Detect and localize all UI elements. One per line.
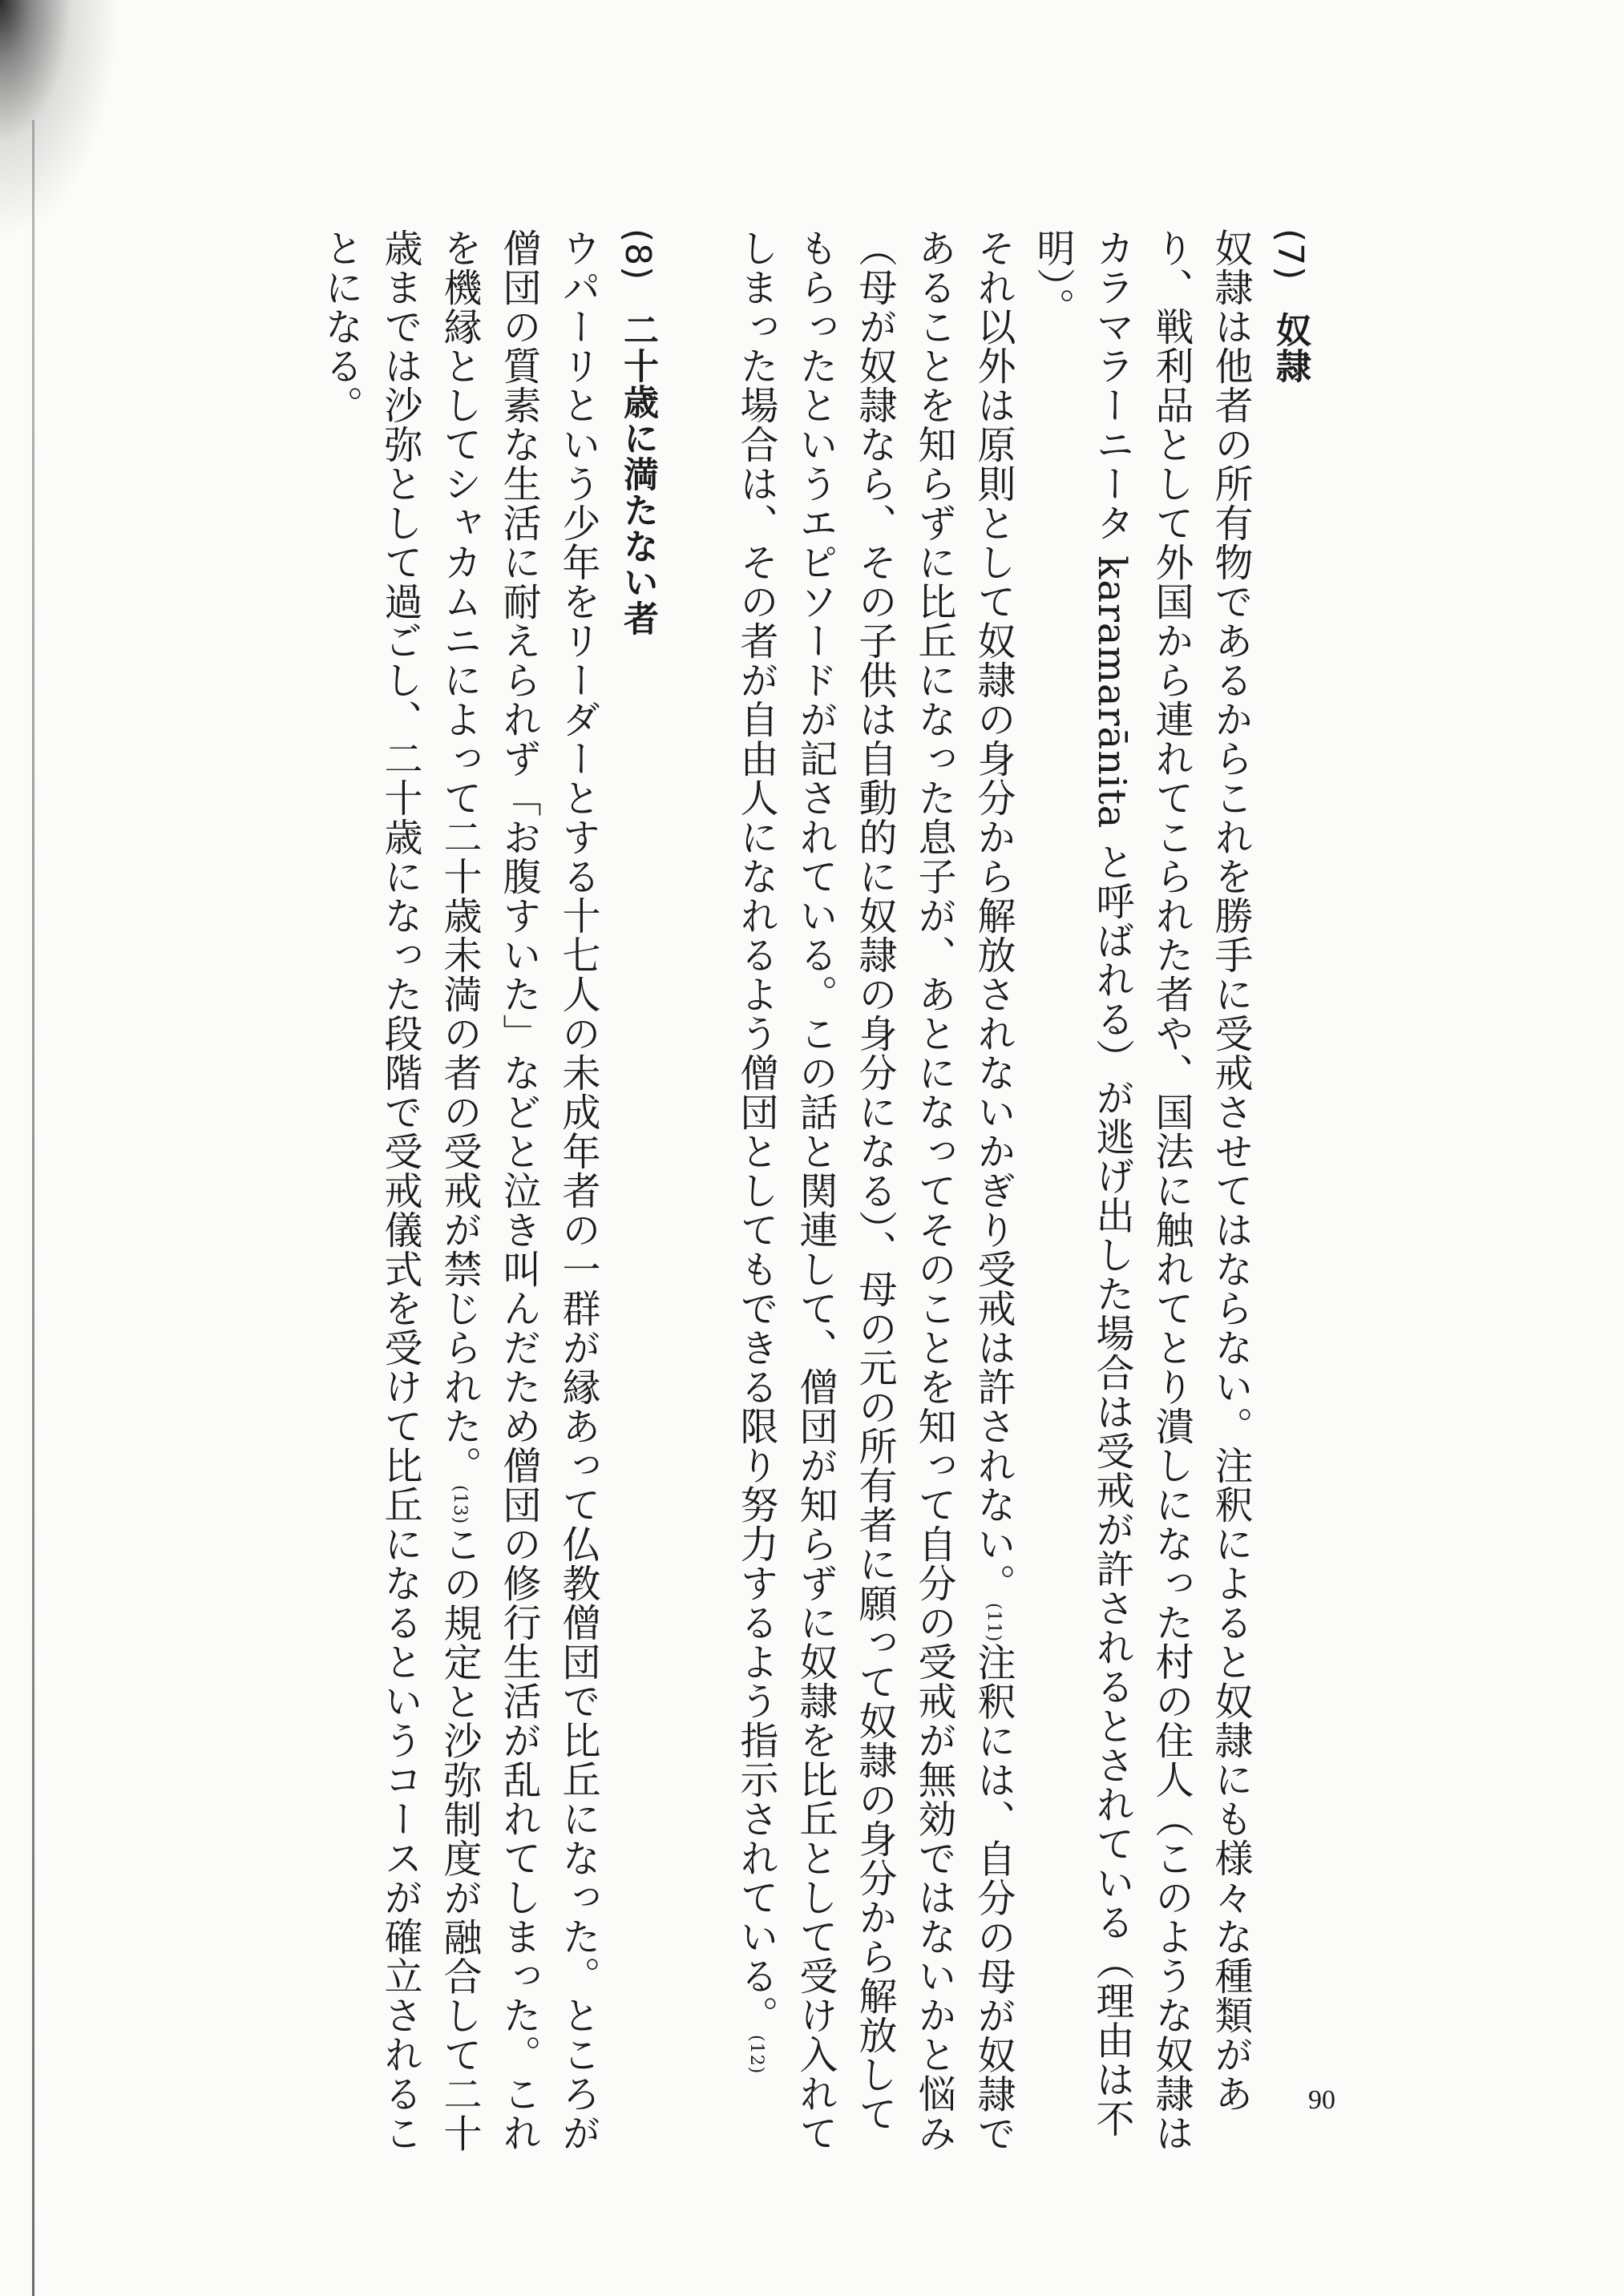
footnote-ref-13: (13) <box>450 1485 470 1525</box>
section-7-heading <box>1260 228 1319 2168</box>
footnote-ref-11: (11) <box>984 1603 1004 1643</box>
page-number: 90 <box>1308 2085 1335 2115</box>
section-8-para-1a-text: ウパーリという少年をリーダーとする十七人の未成年者の一群が縁あって仏教僧団で比丘になった。ところが僧団の質素な生活に耐えられず「お腹すいた」などと泣き叫んだため僧団の修行生活が乱れてしまった。これを機縁としてシャカムニによって二十歳未満の者の受戒が禁じられた。 <box>437 228 600 2153</box>
section-8-number: (8) <box>617 228 658 281</box>
section-7-para-2a-text: それ以外は原則として奴隷の身分から解放されないかぎり受戒は許されない。 <box>971 228 1016 1603</box>
section-8-para-1b-text: この規定と沙弥制度が融合して二十歳までは沙弥として過ごし、二十歳になった段階で受戒儀式を受けて比丘になるというコースが確立されることになる。 <box>318 228 482 2153</box>
section-gap <box>667 228 726 2168</box>
vertical-text-body <box>117 228 1319 2168</box>
section-7-number: (7) <box>1270 228 1311 281</box>
section-8-title: 二十歳に満たない者 <box>617 311 658 636</box>
page-spine-line <box>32 120 34 2296</box>
section-8-heading <box>608 228 667 2168</box>
section-7-paragraph-1 <box>1023 228 1260 2168</box>
section-7-paragraph-2 <box>726 228 1023 2168</box>
scan-edge-shadow <box>0 0 120 240</box>
section-7-title: 奴隷 <box>1270 311 1311 384</box>
footnote-ref-12: (12) <box>746 2035 766 2075</box>
section-7-para-1-text: 奴隷は他者の所有物であるからこれを勝手に受戒させてはならない。注釈によると奴隷にも様々な種類があり、戦利品として外国から連れてこられた者や、国法に触れてとり潰しになった村の住人（このような奴隷はカラマラーニータ karamarānita と呼ばれる）が逃げ出した場合は受戒が許されるとされている（理由は不明）。 <box>1030 228 1253 2153</box>
section-8-paragraph-1 <box>311 228 608 2168</box>
section-7-para-2b-text: 注釈には、自分の母が奴隷であることを知らずに比丘になった息子が、あとになってそのことを知って自分の受戒が無効ではないかと悩み（母が奴隷なら、その子供は自動的に奴隷の身分になる）、母の元の所有者に願って奴隷の身分から解放してもらったというエピソードが記されている。この話と関連して、僧団が知らずに奴隷を比丘として受け入れてしまった場合は、その者が自由人になれるよう僧団としてもできる限り努力するよう指示されている。 <box>733 228 1016 2153</box>
